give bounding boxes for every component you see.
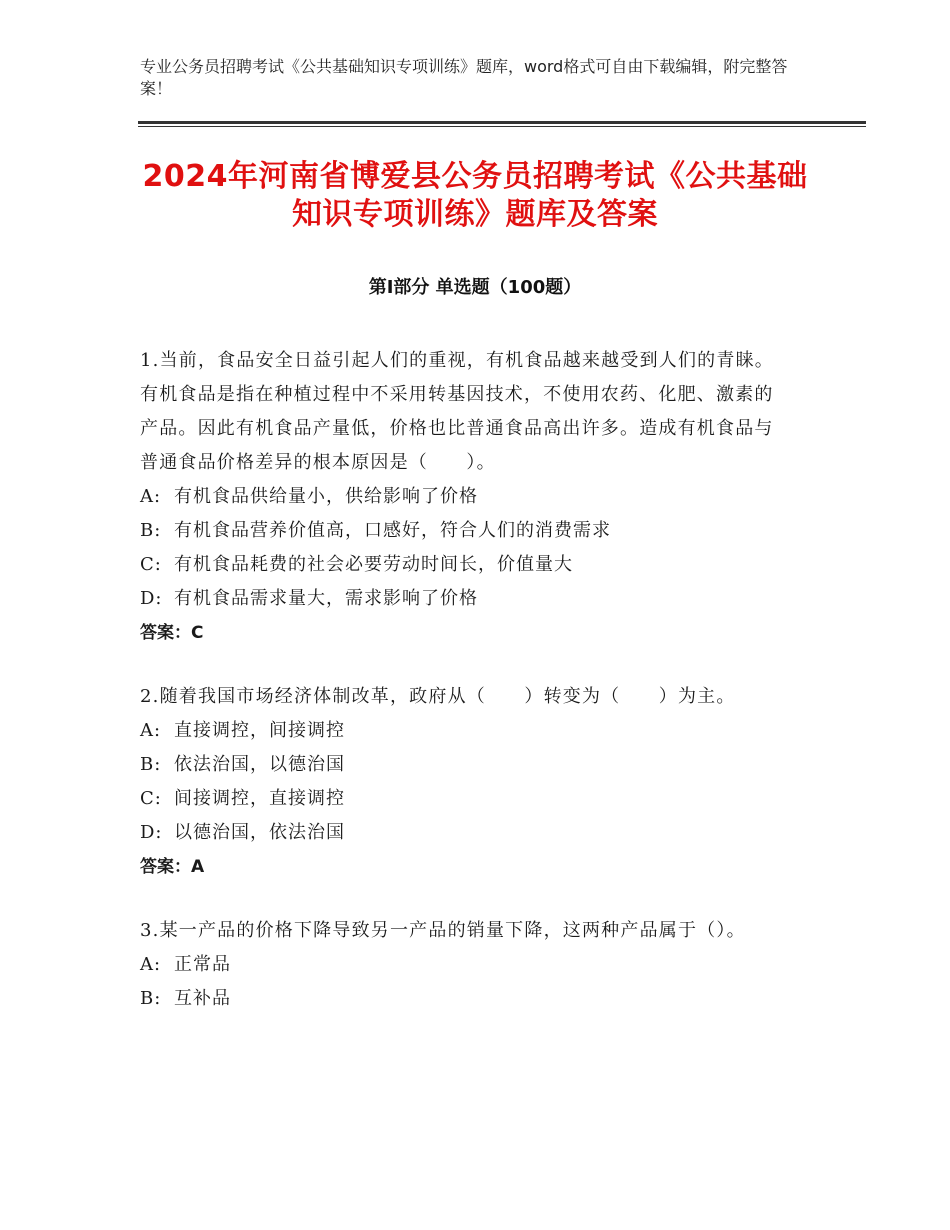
option-letter: B: (140, 520, 162, 541)
option-d (140, 816, 790, 850)
answer-line: 答案：C (140, 623, 204, 643)
header-divider (138, 121, 866, 124)
option-a (140, 714, 790, 748)
document-title: 2024年河南省博爱县公务员招聘考试《公共基础知识专项训练》题库及答案 (142, 159, 808, 232)
section-title: 第Ⅰ部分 单选题（100题） (368, 277, 582, 298)
option-d (140, 582, 790, 616)
option-text: 以德治国，依法治国 (174, 822, 345, 843)
header-note: 专业公务员招聘考试《公共基础知识专项训练》题库，word格式可自由下载编辑，附完整答案！ (140, 57, 788, 98)
option-text: 互补品 (174, 988, 231, 1009)
option-text: 直接调控，间接调控 (174, 720, 345, 741)
option-b (140, 982, 790, 1016)
question-2 (140, 680, 790, 884)
option-letter: D: (140, 822, 163, 843)
question-stem: 1.当前，食品安全日益引起人们的重视，有机食品越来越受到人们的青睐。有机食品是指在种植过程中不采用转基因技术，不使用农药、化肥、激素的产品。因此有机食品产量低，价格也比普通食品高出许多。造成有机食品与普通食品价格差异的根本原因是（ ）。 (140, 350, 774, 473)
option-letter: C: (140, 788, 162, 809)
option-text: 有机食品耗费的社会必要劳动时间长，价值量大 (174, 554, 573, 575)
option-text: 间接调控，直接调控 (174, 788, 345, 809)
answer-line: 答案：A (140, 857, 205, 877)
question-3 (140, 914, 790, 1016)
option-letter: A: (140, 954, 162, 975)
question-1 (140, 344, 790, 650)
option-c (140, 782, 790, 816)
option-a (140, 948, 790, 982)
option-letter: A: (140, 720, 162, 741)
option-letter: B: (140, 988, 162, 1009)
option-letter: A: (140, 486, 162, 507)
option-text: 有机食品供给量小，供给影响了价格 (174, 486, 478, 507)
option-letter: C: (140, 554, 162, 575)
option-letter: D: (140, 588, 163, 609)
option-b (140, 748, 790, 782)
option-b (140, 514, 790, 548)
option-letter: B: (140, 754, 162, 775)
option-text: 有机食品需求量大，需求影响了价格 (174, 588, 478, 609)
option-c (140, 548, 790, 582)
option-text: 依法治国，以德治国 (174, 754, 345, 775)
question-list (140, 344, 790, 1046)
question-stem: 2.随着我国市场经济体制改革，政府从（ ）转变为（ ）为主。 (140, 686, 736, 707)
option-a (140, 480, 790, 514)
option-text: 正常品 (174, 954, 231, 975)
option-text: 有机食品营养价值高，口感好，符合人们的消费需求 (174, 520, 611, 541)
question-stem: 3.某一产品的价格下降导致另一产品的销量下降，这两种产品属于（）。 (140, 920, 746, 941)
